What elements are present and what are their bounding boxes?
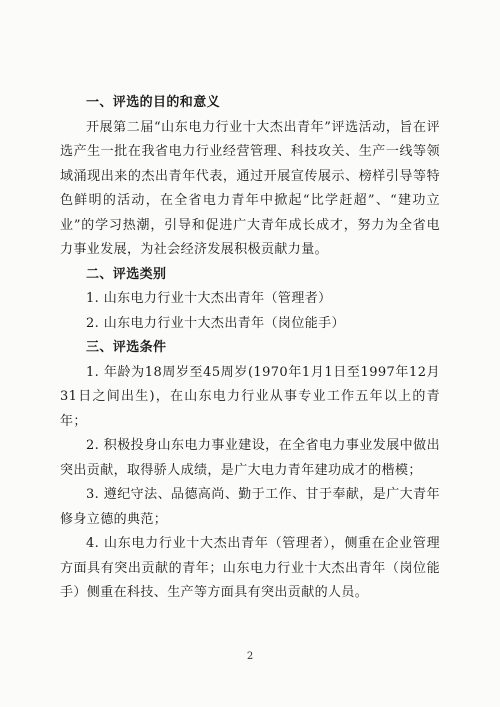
page-number: 2	[246, 651, 254, 662]
condition-item-age: 1. 年龄为18周岁至45周岁(1970年1月1日至1997年12月31日之间出生)，在山东电力行业从事专业工作五年以上的青年；	[60, 364, 440, 429]
category-item-manager: 1. 山东电力行业十大杰出青年（管理者）	[86, 291, 332, 306]
condition-item-ethics: 3. 遵纪守法、品德高尚、勤于工作、甘于奉献，是广大青年修身立德的典范；	[60, 487, 440, 527]
condition-item-contribution: 2. 积极投身山东电力事业建设，在全省电力事业发展中做出突出贡献，取得骄人成绩，是广大电力青年建功成才的楷模；	[60, 438, 440, 478]
section-heading-purpose: 一、评选的目的和意义	[86, 95, 221, 110]
condition-item-focus: 4. 山东电力行业十大杰出青年（管理者），侧重在企业管理方面具有突出贡献的青年；山东电力行业十大杰出青年（岗位能手）侧重在科技、生产等方面具有突出贡献的人员。	[60, 536, 440, 600]
section-heading-conditions: 三、评选条件	[86, 340, 167, 355]
purpose-paragraph: 开展第二届“山东电力行业十大杰出青年”评选活动，旨在评选产生一批在我省电力行业经营管理、科技攻关、生产一线等领域涌现出来的杰出青年代表，通过开展宣传展示、榜样引导等特色鲜明的活动，在全省电力青年中掀起“比学赶超”、“建功立业”的学习热潮，引导和促进广大青年成长成才，努力为全省电力事业发展，为社会经济发展积极贡献力量。	[60, 119, 440, 257]
document-body	[60, 91, 440, 606]
category-item-expert: 2. 山东电力行业十大杰出青年（岗位能手）	[86, 315, 345, 331]
section-heading-categories: 二、评选类别	[86, 266, 167, 282]
